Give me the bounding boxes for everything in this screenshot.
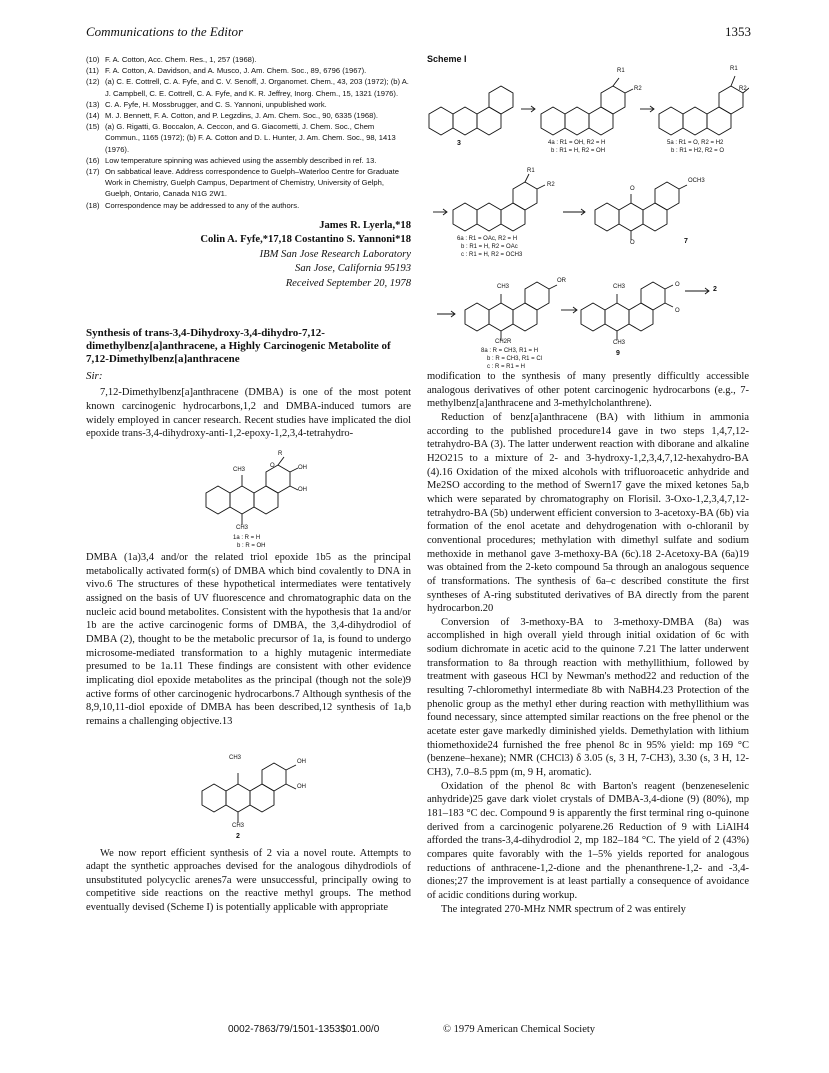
scheme-label-5a: 5a : R1 = O, R2 = H2	[667, 140, 724, 146]
scheme-ch2r: CH2R	[495, 339, 512, 345]
reference-item	[86, 155, 411, 166]
scheme-o-9b: O	[675, 308, 680, 314]
scheme-label-2: 2	[713, 286, 717, 293]
scheme-och3: OCH3	[688, 178, 705, 184]
scheme-or: OR	[557, 278, 566, 284]
scheme-ch3-8: CH3	[497, 284, 510, 290]
s2-oh1: OH	[297, 758, 306, 765]
reference-text: Correspondence may be addressed to any of the authors.	[105, 200, 300, 210]
scheme-r1-c: R1	[527, 168, 535, 174]
footer-copyright: © 1979 American Chemical Society	[443, 1024, 596, 1035]
right-paragraph-5: The integrated 270-MHz NMR spectrum of 2 was entirely	[441, 903, 686, 915]
author-line-2: Colin A. Fyfe,*17,18 Costantino S. Yannoni*18	[200, 234, 411, 246]
reference-text: M. J. Bennett, F. A. Cotton, and P. Legzdins, J. Am. Chem. Soc., 90, 6335 (1968).	[105, 111, 378, 121]
right-paragraph-3: Conversion of 3-methoxy-BA to 3-methoxy-DMBA (8a) was accomplished in high overall yield through initial oxidation of 6c with sodium dichromate in acetic acid to the quinone 7.21 The latter underwent transformation to 8a through reaction with methyllithium, followed by treatment with gaseous HCl by Newman's method22 and reduction of the resulting 7-chloromethyl intermediate 8b with NaBH4.23 Protection of the phenolic group as the methyl ether during reaction with methyllithium was found necessary, since attempted similar reactions on the free phenol or the acetate ester gave markedly diminished yields. Demethylation with lithium thiomethoxide24 furnished the free phenol 8c in 95% yield: mp 169 °C (benzene–hexane); NMR (CHCl3) δ 3.05 (s, 3 H, 7-CH3), 3.30 (s, 3 H, 12-CH3), 7.0–8.5 ppm (m, 9 H, aromatic).	[427, 616, 749, 779]
reference-number: (16)	[86, 155, 100, 165]
reference-number: (14)	[86, 111, 100, 121]
left-column	[86, 54, 411, 915]
scheme-r1-b: R1	[730, 66, 738, 72]
s2-number: 2	[236, 832, 240, 840]
affiliation-2: San Jose, California 95193	[295, 263, 411, 275]
reference-text: (a) C. E. Cottrell, C. A. Fyfe, and C. V. Senoff, J. Organomet. Chem., 43, 203 (1972); (b) A. J. Campbell, C. E. Cottrell, C. A. Fyfe, and K. R. Jeffrey, Inorg. Chem., 15, 1321 (1976).	[105, 77, 409, 98]
scheme-label-5b: b : R1 = H2, R2 = O	[671, 148, 725, 154]
right-paragraph-1: modification to the synthesis of many presently difficultly accessible analogous derivatives of other potent carcinogenic hydrocarbons (e.g., 7-methylbenz[a]anthracene and 3-methylcholanthrene).	[427, 371, 749, 410]
reference-item	[86, 121, 411, 155]
reference-item	[86, 99, 411, 110]
reference-text: F. A. Cotton, Acc. Chem. Res., 1, 257 (1968).	[105, 55, 257, 64]
reference-text: Low temperature spinning was achieved using the assembly described in ref. 13.	[105, 155, 377, 165]
scheme-r1-a: R1	[617, 68, 625, 74]
s1-o: O	[270, 462, 275, 469]
right-paragraph-4: Oxidation of the phenol 8c with Barton's reagent (benzeneselenic anhydride)25 gave dark violet crystals of DMBA-3,4-dione (9) (80%), mp 181–183 °C dec. Compound 9 is apparently the first terminal ring o-quinone derived from a carcinogenic polyarene.26 Reduction of 9 with LiAlH4 afforded the trans-3,4-dihydrodiol 2, mp 182–184 °C. The yield of 2 (43%) compares quite favorably with the 1–5% yields reported for analogous reductions of anthracene-1,2-dione and the phenanthrene-1,2- and -3,4-diones;27 the improvement is at least partially a consequence of avoidance of acidic conditions during workup.	[427, 780, 749, 901]
s1-r: R	[278, 450, 283, 457]
reference-item	[86, 110, 411, 121]
reference-text: C. A. Fyfe, H. Mossbrugger, and C. S. Yannoni, unpublished work.	[105, 99, 327, 109]
article-title: Synthesis of trans-3,4-Dihydroxy-3,4-dihydro-7,12-dimethylbenz[a]anthracene, a Highly Carcinogenic Metabolite of 7,12-Dimethylbenz[a]anthracene	[86, 327, 391, 366]
scheme-label-4b: b : R1 = H, R2 = OH	[551, 148, 606, 154]
right-column	[427, 54, 749, 916]
received-date: Received September 20, 1978	[285, 277, 411, 289]
scheme-o-9a: O	[675, 282, 680, 288]
reference-number: (12)	[86, 77, 100, 87]
scheme-label-8c: c : R = R1 = H	[487, 364, 526, 370]
structure-2-drawing	[86, 729, 411, 847]
scheme-o-bot: O	[630, 240, 635, 246]
reference-text: F. A. Cotton, A. Davidson, and A. Musco, J. Am. Chem. Soc., 89, 6796 (1967).	[105, 66, 367, 76]
scheme-label-8b: b : R = CH3, R1 = Cl	[487, 356, 543, 362]
s2-ch3-bot: CH3	[232, 822, 245, 829]
scheme-r2-a: R2	[634, 86, 642, 92]
reference-list	[86, 54, 411, 211]
scheme-label-4a: 4a : R1 = OH, R2 = H	[548, 140, 606, 146]
salutation: Sir:	[86, 370, 103, 383]
reference-text: (a) G. Rigatti, G. Boccalon, A. Ceccon, and G. Giacometti, J. Chem. Soc., Chem Commun., 1165 (1972); (b) F. A. Cotton and D. L. Hunter, J. Am. Chem. Soc., 98, 1413 (1976).	[105, 122, 396, 154]
running-head: Communications to the Editor	[86, 24, 244, 39]
scheme-title: Scheme I	[427, 54, 467, 64]
scheme-label-3: 3	[457, 140, 461, 147]
scheme-ch3-9: CH3	[613, 284, 626, 290]
page-number: 1353	[725, 24, 751, 39]
paragraph-2: DMBA (1a)3,4 and/or the related triol epoxide 1b5 as the principal metabolically activated form(s) of DMBA which bind covalently to DNA in vivo.6 The structures of these hypothetical intermediates were tentatively assigned on the basis of UV fluorescence and chromatographic data on the nucleic acid bound metabolites. Consistent with the hypothesis that 1a and/or 1b are the active carcinogenic forms of DMBA, the 3,4-dihydrodiol of DMBA (2), thought to be the metabolic precursor of 1a, is found to undergo microsome-mediated transformation to a highly mutagenic intermediate presumed to be 1a.11 These findings are consistent with other evidence implicating diol epoxide metabolites as the principal (though not the sole)9 active forms of other carcinogenic hydrocarbons.7 Although synthesis of the 8,9,10,11-diol epoxide of DMBA has been described,12 synthesis of 1a,b remains a challenging objective.13	[86, 551, 411, 727]
footer-code: 0002-7863/79/1501-1353$01.00/0	[228, 1024, 380, 1035]
scheme-label-6b: b : R1 = H, R2 = OAc	[461, 244, 518, 250]
s1-label-a: 1a : R = H	[233, 534, 261, 541]
right-paragraph-2: Reduction of benz[a]anthracene (BA) with lithium in ammonia according to the published procedure14 gave in two steps 1,4,7,12-tetrahydro-BA (3). The latter underwent reaction with diborane and alkaline H2O215 to a mixture of 2- and 3-hydroxy-1,2,3,4,7,12-hexahydro-BA (4).16 Oxidation of the mixed alcohols with trifluoroacetic anhydride and Me2SO according to the method of Swern17 gave the mixed ketones 5a,b which were separated by chromatography on Florisil. 3-Oxo-1,2,3,4,7,12-tetrahydro-BA (5b) underwent efficient conversion to 3-acetoxy-BA (6b) via formation of the enol acetate and dehydrogenation with o-chloranil by conventional procedures; methylation with dimethyl sulfate and sodium methoxide in methanol gave 3-methoxy-BA (6c).18 2-Acetoxy-BA (6a)19 was obtained from the 2-keto compound 5a through an analogous sequence of transformations. The synthesis of 6a–c described constitute the first syntheses of A-ring substituted derivatives of BA directly from the parent hydrocarbon.20	[427, 411, 749, 615]
reference-text: On sabbatical leave. Address correspondence to Guelph–Waterloo Centre for Graduate Work in Chemistry, Guelph Campus, Department of Chemistry, University of Gelph, Guelph, Ontario, Canada N1G 2W1.	[105, 167, 399, 199]
paragraph-3: We now report efficient synthesis of 2 via a novel route. Attempts to adapt the synthetic approaches devised for the analogous dihydrodiols of unsubstituted polycyclic arenes7a were unsuccessful, principally owing to competitive side reactions on the reactive methyl groups. The method eventually devised (Scheme I) is potentially applicable with appropriate	[86, 847, 411, 914]
author-block	[86, 219, 411, 292]
affiliation-1: IBM San Jose Research Laboratory	[259, 248, 411, 260]
s1-ch3-top: CH3	[233, 466, 246, 473]
reference-item	[86, 54, 411, 65]
reference-item	[86, 166, 411, 200]
reference-number: (17)	[86, 167, 100, 177]
scheme-o-top: O	[630, 186, 635, 192]
scheme-r2-c: R2	[547, 182, 555, 188]
s1-oh2: OH	[298, 486, 307, 493]
s2-ch3-top: CH3	[229, 754, 242, 761]
s1-oh1: OH	[298, 464, 307, 471]
scheme-1	[427, 64, 749, 370]
s1-label-b: b : R = OH	[237, 542, 266, 549]
scheme-label-6c: c : R1 = H, R2 = OCH3	[461, 252, 523, 258]
reference-number: (18)	[86, 200, 100, 210]
reference-item	[86, 200, 411, 211]
s1-ch3-bot: CH3	[236, 524, 249, 531]
reference-item	[86, 76, 411, 98]
structure-1	[86, 441, 411, 551]
scheme-label-8a: 8a : R = CH3, R1 = H	[481, 348, 539, 354]
paragraph-1: 7,12-Dimethylbenz[a]anthracene (DMBA) is one of the most potent known carcinogenic hydrocarbons,1,2 and DMBA-induced tumors are widely employed in cancer research. Recent studies have implicated the diol epoxide trans-3,4-dihydroxy-anti-1,2-epoxy-1,2,3,4-tetrahydro-	[86, 387, 411, 440]
scheme-1-drawing	[427, 64, 749, 364]
scheme-label-9: 9	[616, 350, 620, 357]
reference-number: (10)	[86, 55, 100, 64]
reference-number: (15)	[86, 122, 100, 132]
reference-number: (13)	[86, 99, 100, 109]
scheme-label-7: 7	[684, 238, 688, 245]
author-line-1: James R. Lyerla,*18	[319, 219, 411, 231]
structure-2	[86, 729, 411, 847]
reference-number: (11)	[86, 66, 99, 76]
scheme-label-6a: 6a : R1 = OAc, R2 = H	[457, 236, 518, 242]
s2-oh2: OH	[297, 783, 306, 790]
reference-item	[86, 65, 411, 76]
scheme-ch3-9b: CH3	[613, 340, 626, 346]
scheme-r2-b: R2	[739, 86, 747, 92]
